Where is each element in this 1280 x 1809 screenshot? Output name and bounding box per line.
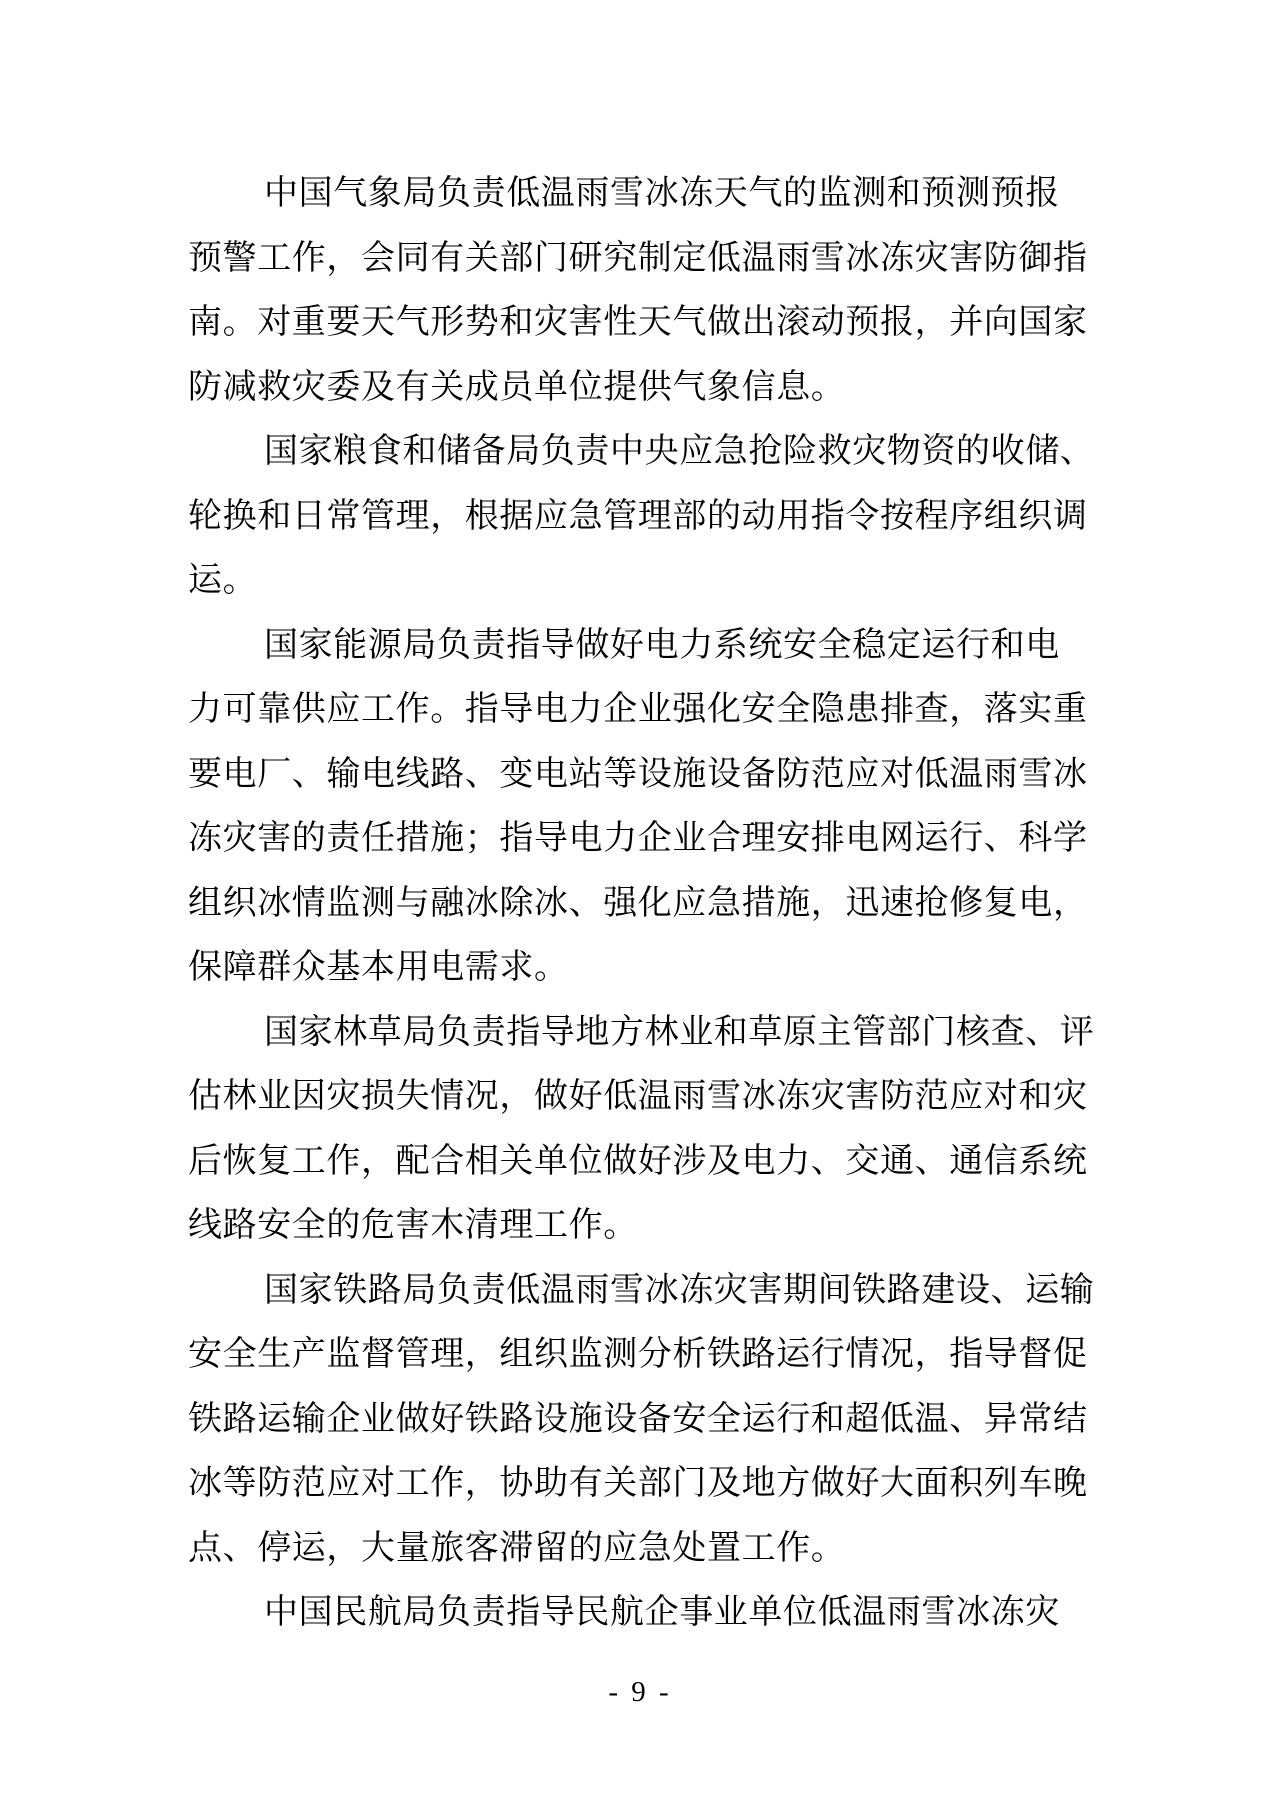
text-line: 国家林草局负责指导地方林业和草原主管部门核查、评 [264, 1013, 1095, 1051]
text-line: 铁路运输企业做好铁路设施设备安全运行和超低温、异常结 [188, 1400, 1088, 1438]
text-line: 国家粮食和储备局负责中央应急抢险救灾物资的收储、 [264, 433, 1095, 470]
text-line: 力可靠供应工作。指导电力企业强化安全隐患排查，落实重 [188, 691, 1088, 728]
text-line: 冻灾害的责任措施；指导电力企业合理安排电网运行、科学 [188, 820, 1088, 857]
text-line: 运。 [188, 562, 258, 599]
text-line: 中国气象局负责低温雨雪冰冻天气的监测和预测预报 [264, 175, 1060, 212]
text-line: 防减救灾委及有关成员单位提供气象信息。 [188, 368, 846, 406]
text-line: 保障群众基本用电需求。 [188, 949, 569, 986]
text-line: 要电厂、输电线路、变电站等设施设备防范应对低温雨雪冰 [188, 755, 1088, 793]
text-line: 安全生产监督管理，组织监测分析铁路运行情况，指导督促 [188, 1336, 1088, 1373]
text-line: 国家能源局负责指导做好电力系统安全稳定运行和电 [264, 626, 1060, 664]
text-line: 冰等防范应对工作，协助有关部门及地方做好大面积列车晚 [188, 1465, 1088, 1502]
text-line: 预警工作，会同有关部门研究制定低温雨雪冰冻灾害防御指 [188, 239, 1088, 277]
text-line: 组织冰情监测与融冰除冰、强化应急措施，迅速抢修复电， [188, 884, 1088, 922]
text-line: 轮换和日常管理，根据应急管理部的动用指令按程序组织调 [188, 497, 1088, 535]
document-body-text [188, 162, 1094, 1646]
text-line: 中国民航局负责指导民航企事业单位低温雨雪冰冻灾 [264, 1594, 1060, 1631]
text-line: 估林业因灾损失情况，做好低温雨雪冰冻灾害防范应对和灾 [188, 1078, 1088, 1115]
page-number: - 9 - [608, 1676, 672, 1708]
text-line: 南。对重要天气形势和灾害性天气做出滚动预报，并向国家 [188, 304, 1088, 341]
text-line: 点、停运，大量旅客滞留的应急处置工作。 [188, 1529, 846, 1567]
text-line: 国家铁路局负责低温雨雪冰冻灾害期间铁路建设、运输 [264, 1271, 1095, 1309]
text-line: 线路安全的危害木清理工作。 [188, 1207, 638, 1244]
text-line: 后恢复工作，配合相关单位做好涉及电力、交通、通信系统 [188, 1142, 1088, 1180]
